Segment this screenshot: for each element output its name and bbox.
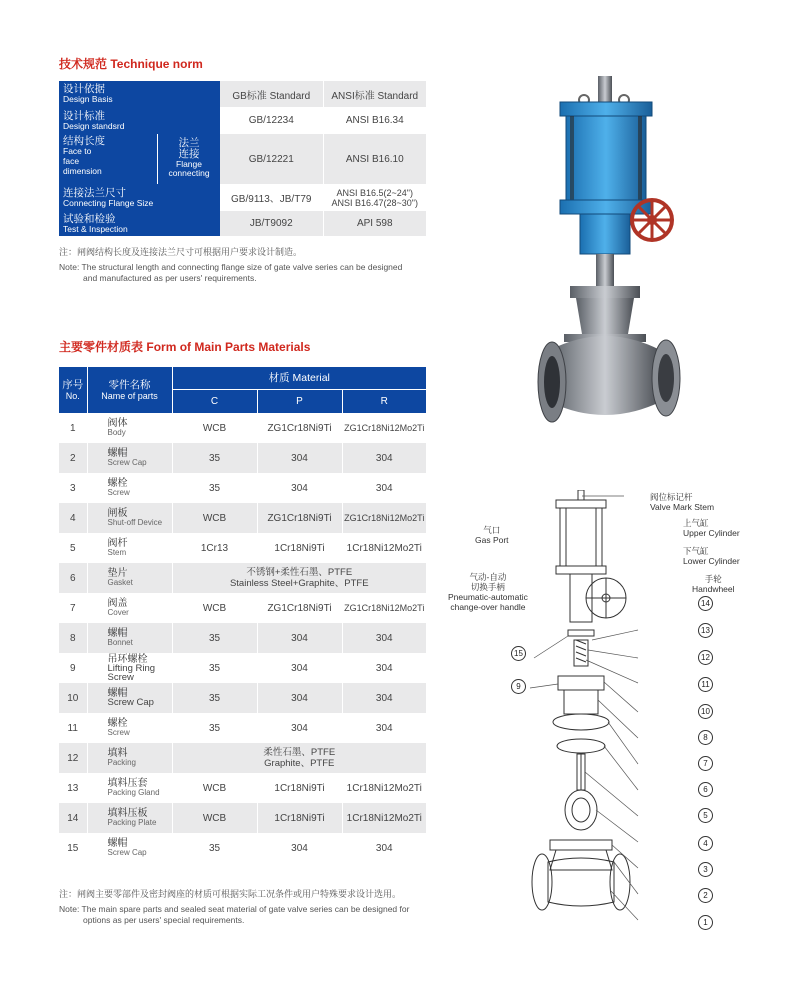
- ansi-value: ANSI标准 Standard: [323, 81, 426, 107]
- parts-row: [59, 503, 426, 533]
- material-r: ZG1Cr18Ni12Mo2Ti: [342, 503, 426, 533]
- part-name: 填料压套 Packing Gland: [87, 773, 172, 803]
- material-c: WCB: [172, 503, 257, 533]
- gas-port-label: 气口 Gas Port: [475, 525, 509, 545]
- part-no: 1: [59, 413, 87, 443]
- gb-value: GB/12221: [220, 134, 323, 184]
- material-c: 35: [172, 833, 257, 863]
- parts-row: [59, 473, 426, 503]
- header-c: C: [172, 389, 257, 413]
- note-en-2: and manufactured as per users' requirements.: [83, 273, 257, 283]
- row-label: 连接法兰尺寸 Connecting Flange Size: [59, 184, 220, 211]
- material-r: 304: [342, 833, 426, 863]
- material-c: WCB: [172, 593, 257, 623]
- parts-row: [59, 773, 426, 803]
- material-c: 35: [172, 713, 257, 743]
- ansi-value: ANSI B16.34: [323, 107, 426, 134]
- gb-value: GB标准 Standard: [220, 81, 323, 107]
- material-r: 1Cr18Ni12Mo2Ti: [342, 803, 426, 833]
- parts-note: [59, 889, 409, 926]
- part-name: 吊环螺栓 Lifting Ring Screw: [87, 653, 172, 683]
- material-p: 1Cr18Ni9Ti: [257, 773, 342, 803]
- material-c: 35: [172, 653, 257, 683]
- material-c: 35: [172, 623, 257, 653]
- material-p: 304: [257, 473, 342, 503]
- part-no: 6: [59, 563, 87, 593]
- parts-row: [59, 683, 426, 713]
- technique-row: [59, 81, 426, 107]
- material-r: 304: [342, 443, 426, 473]
- row-label: 结构长度 Face to face dimension 法兰 连接 Flange connecting: [59, 134, 220, 184]
- part-marker: 6: [698, 782, 713, 797]
- technique-row: [59, 107, 426, 134]
- part-name: 螺帽 Bonnet: [87, 623, 172, 653]
- material-p: ZG1Cr18Ni9Ti: [257, 413, 342, 443]
- technique-title: [59, 55, 203, 72]
- parts-row: [59, 533, 426, 563]
- part-no: 9: [59, 653, 87, 683]
- valve-photo: [530, 72, 710, 452]
- gb-value: JB/T9092: [220, 211, 323, 236]
- note-en-2: options as per users' special requirements.: [83, 915, 245, 925]
- material-r: 304: [342, 623, 426, 653]
- part-name: 阀体 Body: [87, 413, 172, 443]
- part-name: 螺帽 Screw Cap: [87, 443, 172, 473]
- part-no: 3: [59, 473, 87, 503]
- handwheel-label: 手轮 Handwheel: [692, 574, 735, 594]
- part-marker: 1: [698, 915, 713, 930]
- part-no: 4: [59, 503, 87, 533]
- part-name: 填料 Packing: [87, 743, 172, 773]
- technique-table: [59, 81, 426, 236]
- technique-note: [59, 247, 402, 284]
- parts-row: [59, 413, 426, 443]
- part-name: 阀杆 Stem: [87, 533, 172, 563]
- material-r: ZG1Cr18Ni12Mo2Ti: [342, 413, 426, 443]
- parts-row: [59, 713, 426, 743]
- material-r: 1Cr18Ni12Mo2Ti: [342, 533, 426, 563]
- material-c: 35: [172, 443, 257, 473]
- material-c: WCB: [172, 413, 257, 443]
- row-label: 试验和检验 Test & Inspection: [59, 211, 220, 236]
- part-name: 螺栓 Screw: [87, 473, 172, 503]
- part-marker: 15: [511, 646, 526, 661]
- part-name: 螺帽 Screw Cap: [87, 833, 172, 863]
- part-marker: 4: [698, 836, 713, 851]
- parts-row: [59, 743, 426, 773]
- technique-row: [59, 184, 426, 211]
- part-marker: 10: [698, 704, 713, 719]
- part-marker: 8: [698, 730, 713, 745]
- material-p: ZG1Cr18Ni9Ti: [257, 593, 342, 623]
- material-c: 35: [172, 473, 257, 503]
- header-material: 材质 Material: [172, 367, 426, 389]
- header-no: 序号 No.: [59, 367, 87, 413]
- header-name: 零件名称 Name of parts: [87, 367, 172, 413]
- flange-sub-label: 法兰 连接 Flange connecting: [157, 134, 220, 184]
- material-p: 304: [257, 713, 342, 743]
- gb-value: GB/12234: [220, 107, 323, 134]
- part-no: 13: [59, 773, 87, 803]
- part-marker: 12: [698, 650, 713, 665]
- material-c: 1Cr13: [172, 533, 257, 563]
- parts-row: [59, 563, 426, 593]
- part-no: 15: [59, 833, 87, 863]
- part-marker: 13: [698, 623, 713, 638]
- material-merged: 不锈钢+柔性石墨、PTFE Stainless Steel+Graphite、PTFE: [172, 563, 426, 593]
- part-no: 12: [59, 743, 87, 773]
- parts-row: [59, 593, 426, 623]
- parts-title-zh: 主要零件材质表: [59, 340, 144, 354]
- material-p: 1Cr18Ni9Ti: [257, 803, 342, 833]
- part-no: 14: [59, 803, 87, 833]
- part-marker: 14: [698, 596, 713, 611]
- material-merged: 柔性石墨、PTFE Graphite、PTFE: [172, 743, 426, 773]
- note-zh: 注：闸阀主要零部件及密封阀座的材质可根据实际工况条件或用户特殊要求设计选用。: [59, 889, 402, 899]
- part-name: 螺栓 Screw: [87, 713, 172, 743]
- part-name: 阀盖 Cover: [87, 593, 172, 623]
- changeover-handle-label: 气动-自动 切换手柄 Pneumatic-automatic change-over handle: [448, 572, 528, 612]
- material-r: 304: [342, 713, 426, 743]
- material-p: 304: [257, 623, 342, 653]
- part-marker: 2: [698, 888, 713, 903]
- note-zh: 注：闸阀结构长度及连接法兰尺寸可根据用户要求设计制造。: [59, 247, 303, 257]
- part-no: 10: [59, 683, 87, 713]
- material-c: 35: [172, 683, 257, 713]
- technique-row: [59, 211, 426, 236]
- row-label: 设计依据 Design Basis: [59, 81, 220, 107]
- part-marker: 7: [698, 756, 713, 771]
- part-marker: 5: [698, 808, 713, 823]
- part-marker: 9: [511, 679, 526, 694]
- parts-row: [59, 443, 426, 473]
- part-marker: 3: [698, 862, 713, 877]
- material-p: 1Cr18Ni9Ti: [257, 533, 342, 563]
- material-c: WCB: [172, 773, 257, 803]
- material-p: 304: [257, 683, 342, 713]
- parts-row: [59, 623, 426, 653]
- row-label: 设计标准 Design standsrd: [59, 107, 220, 134]
- material-r: 304: [342, 473, 426, 503]
- lower-cylinder-label: 下气缸 Lower Cylinder: [683, 546, 740, 566]
- parts-row: [59, 653, 426, 683]
- material-p: ZG1Cr18Ni9Ti: [257, 503, 342, 533]
- header-p: P: [257, 389, 342, 413]
- header-r: R: [342, 389, 426, 413]
- technique-row: [59, 134, 426, 184]
- material-r: 304: [342, 653, 426, 683]
- parts-header-row: [59, 367, 426, 389]
- exploded-diagram: [520, 490, 640, 930]
- technique-title-en: Technique norm: [110, 57, 203, 71]
- technique-title-zh: 技术规范: [59, 57, 108, 71]
- part-no: 7: [59, 593, 87, 623]
- material-r: 304: [342, 683, 426, 713]
- parts-row: [59, 803, 426, 833]
- parts-title: [59, 338, 310, 355]
- material-p: 304: [257, 833, 342, 863]
- gb-value: GB/9113、JB/T79: [220, 184, 323, 211]
- part-name: 闸板 Shut-off Device: [87, 503, 172, 533]
- material-c: WCB: [172, 803, 257, 833]
- part-no: 2: [59, 443, 87, 473]
- valve-mark-stem-label: 阀位标记杆 Valve Mark Stem: [650, 492, 715, 512]
- ansi-value: API 598: [323, 211, 426, 236]
- material-r: 1Cr18Ni12Mo2Ti: [342, 773, 426, 803]
- note-en-1: Note: The main spare parts and sealed seat material of gate valve series can be designed for: [59, 904, 410, 914]
- parts-title-en: Form of Main Parts Materials: [146, 340, 311, 354]
- material-p: 304: [257, 653, 342, 683]
- part-no: 5: [59, 533, 87, 563]
- parts-row: [59, 833, 426, 863]
- part-name: 螺帽 Screw Cap: [87, 683, 172, 713]
- part-name: 填料压板 Packing Plate: [87, 803, 172, 833]
- part-marker: 11: [698, 677, 713, 692]
- part-no: 8: [59, 623, 87, 653]
- ansi-value: ANSI B16.5(2~24") ANSI B16.47(28~30"): [323, 184, 426, 211]
- part-no: 11: [59, 713, 87, 743]
- part-name: 垫片 Gasket: [87, 563, 172, 593]
- note-en-1: Note: The structural length and connecting flange size of gate valve series can be designed: [59, 262, 403, 272]
- parts-table: [59, 367, 426, 863]
- ansi-value: ANSI B16.10: [323, 134, 426, 184]
- material-p: 304: [257, 443, 342, 473]
- upper-cylinder-label: 上气缸 Upper Cylinder: [683, 518, 740, 538]
- material-r: ZG1Cr18Ni12Mo2Ti: [342, 593, 426, 623]
